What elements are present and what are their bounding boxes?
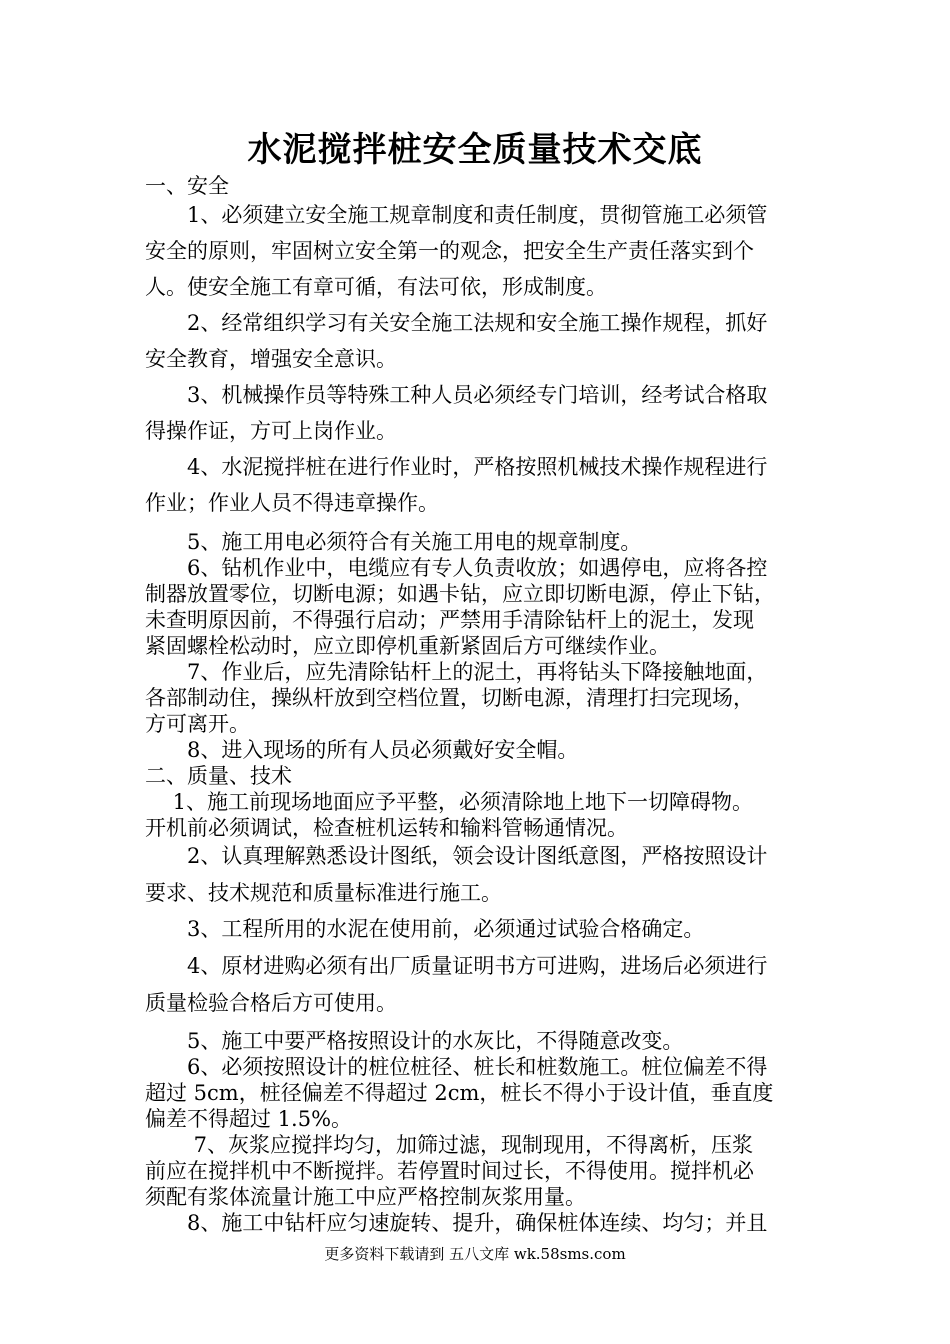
paragraph-line: 1、必须建立安全施工规章制度和责任制度，贯彻管施工必须管	[145, 203, 768, 227]
paragraph-line: 4、原材进购必须有出厂质量证明书方可进购，进场后必须进行	[145, 954, 768, 978]
paragraph-line: 紧固螺栓松动时，应立即停机重新紧固后方可继续作业。	[145, 634, 670, 658]
paragraph-line: 得操作证，方可上岗作业。	[145, 419, 397, 443]
paragraph-line: 3、工程所用的水泥在使用前，必须通过试验合格确定。	[145, 917, 705, 941]
paragraph-line: 未查明原因前，不得强行启动；严禁用手清除钻杆上的泥土，发现	[145, 608, 754, 632]
paragraph-line: 方可离开。	[145, 712, 250, 736]
paragraph-line: 6、钻机作业中，电缆应有专人负责收放；如遇停电，应将各控	[145, 556, 768, 580]
paragraph-line: 7、灰浆应搅拌均匀，加筛过滤，现制现用，不得离析，压浆	[145, 1133, 754, 1157]
footer-download-note: 更多资料下载请到 五八文库 wk.58sms.com	[324, 1245, 626, 1263]
paragraph-line: 安全教育，增强安全意识。	[145, 347, 397, 371]
section-heading-quality: 二、质量、技术	[145, 764, 292, 788]
paragraph-line: 安全的原则，牢固树立安全第一的观念，把安全生产责任落实到个	[145, 239, 754, 263]
paragraph-line: 6、必须按照设计的桩位桩径、桩长和桩数施工。桩位偏差不得	[145, 1055, 768, 1079]
paragraph-line: 开机前必须调试，检查桩机运转和输料管畅通情况。	[145, 816, 628, 840]
paragraph-line: 1、施工前现场地面应予平整，必须清除地上地下一切障碍物。	[145, 790, 754, 814]
paragraph-line: 前应在搅拌机中不断搅拌。若停置时间过长，不得使用。搅拌机必	[145, 1159, 754, 1183]
paragraph-line: 4、水泥搅拌桩在进行作业时，严格按照机械技术操作规程进行	[145, 455, 768, 479]
paragraph-line: 7、作业后，应先清除钻杆上的泥土，再将钻头下降接触地面，	[145, 660, 768, 684]
paragraph-line: 5、施工用电必须符合有关施工用电的规章制度。	[145, 530, 642, 554]
paragraph-line: 要求、技术规范和质量标准进行施工。	[145, 881, 502, 905]
paragraph-line: 8、施工中钻杆应匀速旋转、提升，确保桩体连续、均匀；并且	[145, 1211, 768, 1235]
paragraph-line: 各部制动住，操纵杆放到空档位置，切断电源，清理打扫完现场，	[145, 686, 754, 710]
section-heading-safety: 一、安全	[145, 174, 229, 198]
paragraph-line: 5、施工中要严格按照设计的水灰比，不得随意改变。	[145, 1029, 684, 1053]
paragraph-line: 8、进入现场的所有人员必须戴好安全帽。	[145, 738, 579, 762]
paragraph-line: 须配有浆体流量计施工中应严格控制灰浆用量。	[145, 1185, 586, 1209]
paragraph-line: 超过 5cm，桩径偏差不得超过 2cm，桩长不得小于设计值，垂直度	[145, 1081, 774, 1105]
document-title: 水泥搅拌桩安全质量技术交底	[247, 130, 703, 170]
paragraph-line: 质量检验合格后方可使用。	[145, 991, 397, 1015]
paragraph-line: 制器放置零位，切断电源；如遇卡钻，应立即切断电源，停止下钻，	[145, 582, 775, 606]
paragraph-line: 2、经常组织学习有关安全施工法规和安全施工操作规程，抓好	[145, 311, 768, 335]
paragraph-line: 人。使安全施工有章可循，有法可依，形成制度。	[145, 275, 607, 299]
paragraph-line: 3、机械操作员等特殊工种人员必须经专门培训，经考试合格取	[145, 383, 768, 407]
paragraph-line: 作业；作业人员不得违章操作。	[145, 491, 439, 515]
paragraph-line: 2、认真理解熟悉设计图纸，领会设计图纸意图，严格按照设计	[145, 844, 768, 868]
paragraph-line: 偏差不得超过 1.5%。	[145, 1107, 353, 1131]
